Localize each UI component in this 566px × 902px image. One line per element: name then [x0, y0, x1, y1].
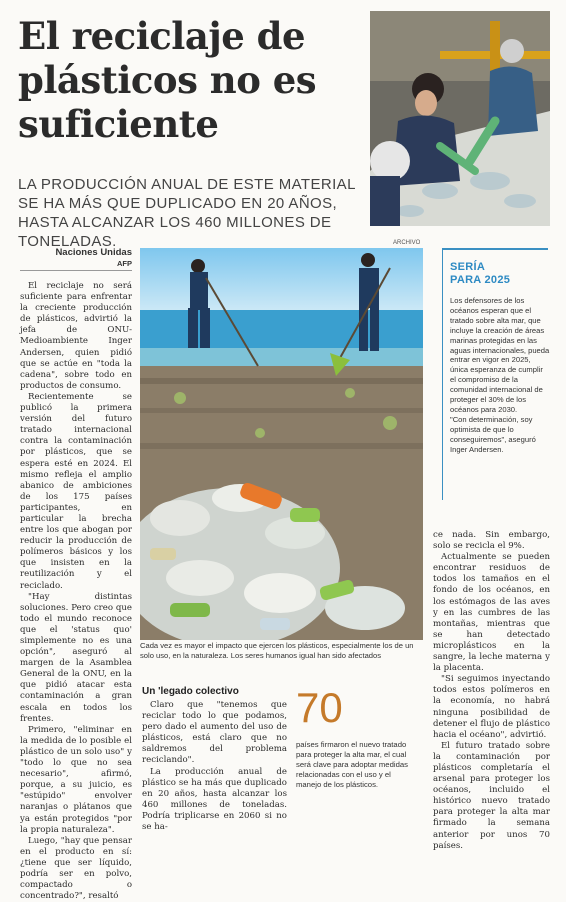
paragraph: Claro que "tenemos que reciclar todo lo que podamos, pero dado el aumento del uso de plásticos, está claro que no saldremos del problema reciclando". [142, 700, 287, 766]
paragraph: El reciclaje no será suficiente para enfrentar la creciente producción de plásticos, advirtió la jefa de ONU-Medioambiente Inger Andersen, quien pidió que se actúe en "toda la cadena", sobre todo en productos de consumo. [20, 281, 132, 391]
paragraph: El futuro tratado sobre la contaminación por plásticos completaría el arsenal para proteger los océanos, incluido el histórico nuevo tratado para proteger la alta mar firmado la semana anterior por unos 70 países. [433, 740, 550, 851]
section-heading: Un 'legado colectivo [142, 686, 239, 697]
headline: El reciclaje de plásticos no es suficiente [18, 14, 317, 146]
sidebar-top-rule [442, 248, 548, 250]
top-photo-illustration [370, 11, 550, 226]
sidebar-paragraph: Los defensores de los océanos esperan que el tratado sobre alta mar, que incluye la creación de áreas marinas protegidas en las aguas internacionales, pueda entrar en vigor en 2025, única esperanza de cumplir el compromiso de la comunidad internacional de proteger el 30% de los océanos para 2030. [450, 296, 550, 414]
sidebar-box [442, 248, 550, 455]
paragraph: ce nada. Sin embargo, solo se recicla el 9%. [433, 530, 550, 552]
main-photo-beach-cleanup [140, 248, 423, 640]
sidebar-title [450, 261, 550, 287]
sidebar-title-line-1: SERÍA [450, 261, 486, 273]
news-agency: AFP [117, 259, 132, 268]
big-number-text: países firmaron el nuevo tratado para proteger la alta mar, el cual será clave para adoptar medidas relacionadas con el uso y el manejo de los plásticos. [296, 740, 408, 789]
paragraph: Luego, "hay que pensar en el producto en sí: ¿tiene que ser líquido, podría ser en polvo, compactado o concentrado?", resaltó [20, 835, 132, 902]
photo-caption: Cada vez es mayor el impacto que ejercen los plásticos, especialmente los de un solo uso, en la naturaleza. Los seres humanos igual han sido afectados [140, 641, 414, 660]
byline-divider [20, 270, 132, 271]
byline: Naciones Unidas [55, 247, 132, 258]
top-photo-recycling-workers [370, 11, 550, 226]
paragraph: Recientemente se publicó la primera versión del futuro tratado internacional contra la contaminación por plásticos, que se espera esté en 2024. El mismo refleja el amplio abanico de ambiciones de los 175 países participantes, en particular la brecha entre los que abogan por reducir la producción de polímeros básicos y los que insisten en la reutilización y el reciclado. [20, 391, 132, 591]
article-column-1 [20, 281, 132, 902]
sidebar-left-rule [442, 248, 443, 500]
article-column-3 [433, 530, 550, 852]
sidebar-paragraph: "Con determinación, soy optimista de que lo conseguiremos", aseguró Inger Andersen. [450, 414, 536, 454]
paragraph: Primero, "eliminar en la medida de lo posible el plástico de un solo uso" y "todo lo que no sea necesario", afirmó, porque, a su juicio, es "estúpido" envolver naranjas o plátanos que ya están protegidos "por la propia naturaleza". [20, 724, 132, 835]
sidebar-title-line-2: PARA 2025 [450, 274, 511, 286]
paragraph: "Si seguimos inyectando todos estos polímeros en la economía, no habrá ninguna posibilidad de detener el flujo de plástico hacia el océano", advirtió. [433, 674, 550, 740]
subheadline: LA PRODUCCIÓN ANUAL DE ESTE MATERIAL SE HA MÁS QUE DUPLICADO EN 20 AÑOS, HASTA ALCANZAR LOS 460 MILLONES DE TONELADAS. [18, 176, 356, 250]
sidebar-body [450, 296, 550, 455]
paragraph: Actualmente se pueden encontrar residuos de todos los tamaños en el fondo de los océanos, en los estómagos de las aves y en las cumbres de las montañas, mientras que se han detectado microplásticos en la sangre, la leche materna y la placenta. [433, 552, 550, 674]
paragraph: La producción anual de plástico se ha más que duplicado en 20 años, hasta alcanzar los 460 millones de toneladas. Podría triplicarse en 2060 si no se ha- [142, 766, 287, 833]
main-photo-illustration [140, 248, 423, 640]
article-column-2 [142, 700, 287, 833]
paragraph: "Hay distintas soluciones. Pero creo que todo el mundo reconoce que el 'status quo' simplemente no es una opción", aseguró al margen de la Asamblea General de la ONU, en la que pidió atacar esta contaminación a gran escala en todos los frentes. [20, 591, 132, 724]
photo-credit: ARCHIVO [393, 240, 421, 246]
big-number: 70 [296, 684, 343, 731]
